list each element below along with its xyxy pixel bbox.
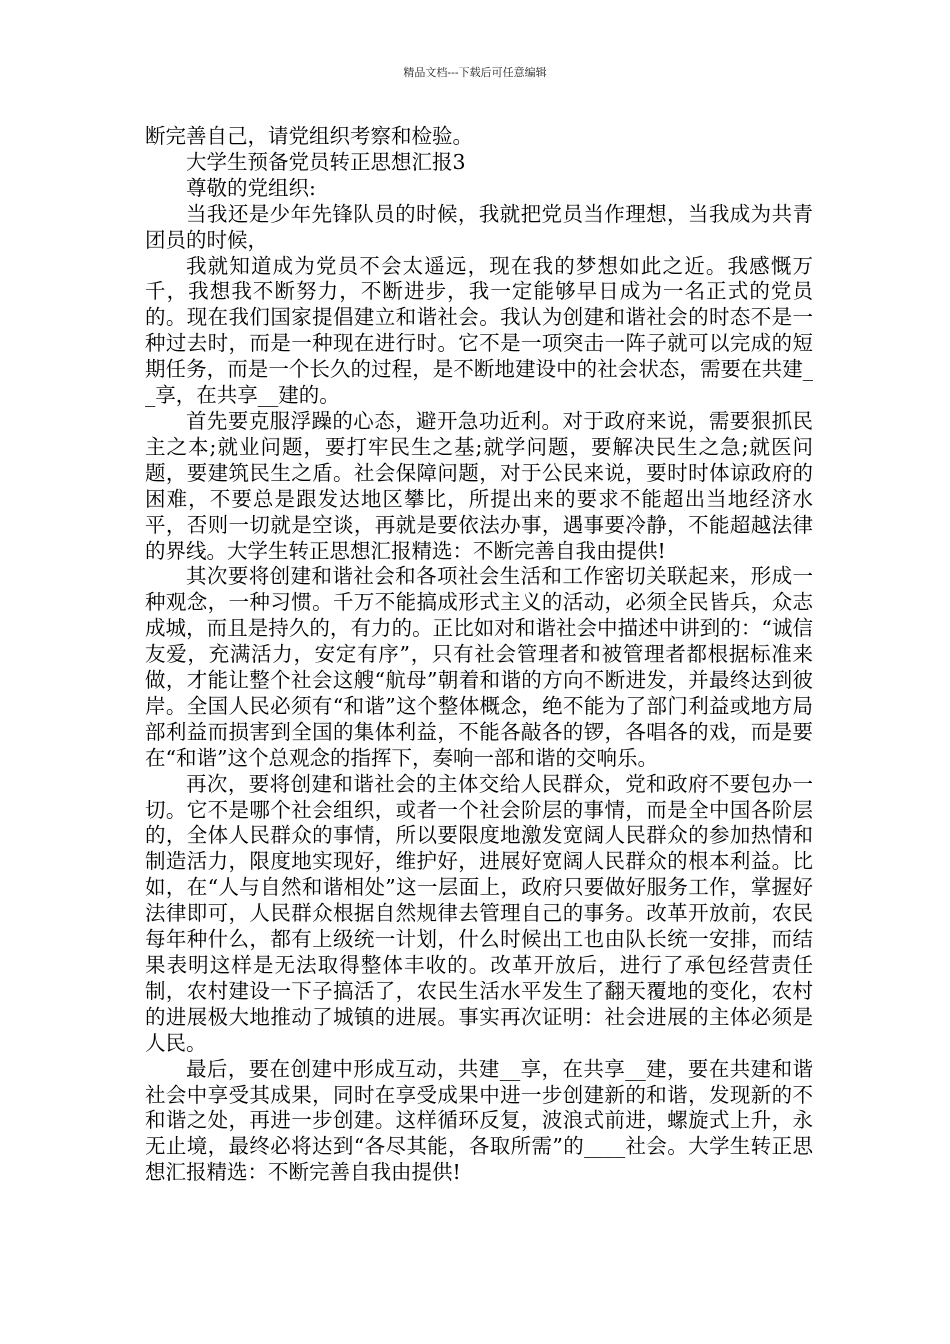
paragraph-continuation: 断完善自己，请党组织考察和检验。 (145, 124, 473, 148)
paragraph: 再次，要将创建和谐社会的主体交给人民群众，党和政府不要包办一切。它不是哪个社会组织，或者一个社会阶层的事情，而是全中国各阶层的，全体人民群众的事情，所以要限度地激发宽阔人民群众的参加热情和制造活力，限度地实现好，维护好，进展好宽阔人民群众的根本利益。比如，在“人与自然和谐相处”这一层面上，政府只要做好服务工作，掌握好法律即可，人民群众根据自然规律去管理自己的事务。改革开放前，农民每年种什么，都有上级统一计划，什么时候出工也由队长统一安排，而结果表明这样是无法取得整体丰收的。改革开放后，进行了承包经营责任制，农村建设一下子搞活了，农民生活水平发生了翻天覆地的变化，农村的进展极大地推动了城镇的进展。事实再次证明：社会进展的主体必须是人民。 (145, 771, 813, 1055)
paragraph: 我就知道成为党员不会太遥远，现在我的梦想如此之近。我感慨万千，我想我不断努力，不断进步，我一定能够早日成为一名正式的党员的。现在我们国家提倡建立和谐社会。我认为创建和谐社会的时态不是一种过去时，而是一种现在进行时。它不是一项突击一阵子就可以完成的短期任务，而是一个长久的过程，是不断地建设中的社会状态，需要在共建__享，在共享__建的。 (145, 253, 813, 408)
section-title: 大学生预备党员转正思想汇报3 (186, 149, 466, 174)
document-body (145, 124, 813, 1186)
paragraph: 当我还是少年先锋队员的时候，我就把党员当作理想，当我成为共青团员的时候， (145, 201, 813, 252)
paragraph: 最后，要在创建中形成互动，共建__享，在共享__建，要在共建和谐社会中享受其成果，同时在享受成果中进一步创建新的和谐，发现新的不和谐之处，再进一步创建。这样循环反复，波浪式前进，螺旋式上升，永无止境，最终必将达到“各尽其能，各取所需”的____社会。大学生转正思想汇报精选：不断完善自我由提供! (145, 1056, 813, 1185)
page-header: 精品文档---下载后可任意编辑 (403, 66, 547, 79)
paragraph: 首先要克服浮躁的心态，避开急功近利。对于政府来说，需要狠抓民主之本;就业问题，要打牢民生之基;就学问题，要解决民生之急;就医问题，要建筑民生之盾。社会保障问题，对于公民来说，要时时体谅政府的困难，不要总是跟发达地区攀比，所提出来的要求不能超出当地经济水平，否则一切就是空谈，再就是要依法办事，遇事要冷静，不能超越法律的界线。大学生转正思想汇报精选：不断完善自我由提供! (145, 408, 813, 563)
salutation: 尊敬的党组织: (186, 175, 316, 200)
paragraph: 其次要将创建和谐社会和各项社会生活和工作密切关联起来，形成一种观念，一种习惯。千万不能搞成形式主义的活动，必须全民皆兵，众志成城，而且是持久的，有力的。正比如对和谐社会中描述中讲到的：“诚信友爱，充满活力，安定有序”，只有社会管理者和被管理者都根据标准来做，才能让整个社会这艘“航母”朝着和谐的方向不断进发，并最终达到彼岸。全国人民必须有“和谐”这个整体概念，绝不能为了部门利益或地方局部利益而损害到全国的集体利益，不能各敲各的锣，各唱各的戏，而是要在“和谐”这个总观念的指挥下，奏响一部和谐的交响乐。 (145, 564, 813, 770)
